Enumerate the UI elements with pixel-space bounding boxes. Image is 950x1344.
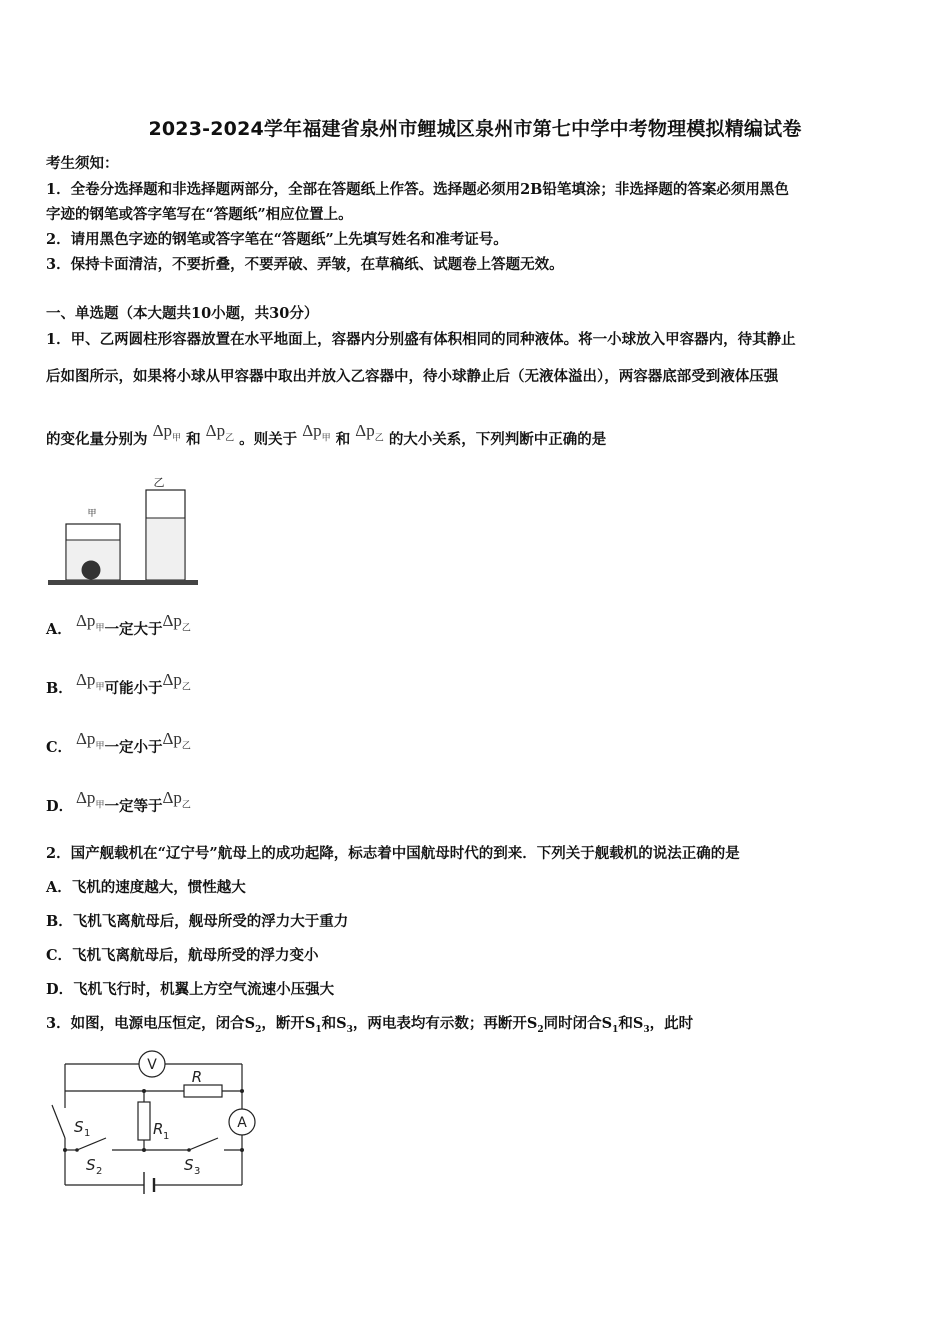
notice-line-1b: 字迹的钢笔或答字笔写在“答题纸”相应位置上。 bbox=[46, 206, 353, 223]
switch-s1-sub: 1 bbox=[84, 1128, 91, 1139]
resistor-r bbox=[184, 1085, 222, 1097]
notice-line-2: 2．请用黑色字迹的钢笔或答字笔在“答题纸”上先填写姓名和准考证号。 bbox=[46, 231, 508, 248]
switch-s2-label: S bbox=[86, 1156, 96, 1174]
q1-containers-figure bbox=[44, 468, 204, 590]
q2-option-a[interactable]: A．飞机的速度越大，惯性越大 bbox=[46, 879, 246, 896]
voltmeter-label: V bbox=[147, 1057, 157, 1073]
delta-p-yi: $\Delta p_乙$ bbox=[355, 421, 384, 443]
delta-p-jia: $\Delta p_甲$ bbox=[302, 421, 331, 443]
delta-p-jia: $\Delta p_甲$ bbox=[152, 421, 182, 443]
junction bbox=[240, 1148, 244, 1152]
q2-option-b[interactable]: B．飞机飞离航母后，舰母所受的浮力大于重力 bbox=[46, 913, 349, 930]
resistor-r-label: R bbox=[191, 1068, 203, 1086]
switch-s3-label: S bbox=[184, 1156, 194, 1174]
switch-s1 bbox=[52, 1105, 65, 1138]
q1-option-c[interactable]: C． $\Delta p_甲$一定小于$\Delta p_乙$ bbox=[46, 729, 191, 756]
junction bbox=[75, 1148, 79, 1152]
liquid-yi bbox=[147, 519, 185, 580]
resistor-r1-sub: 1 bbox=[163, 1131, 170, 1142]
switch-s3 bbox=[189, 1138, 218, 1150]
switch-s3-sub: 3 bbox=[194, 1166, 201, 1177]
resistor-r1 bbox=[138, 1102, 150, 1140]
q1-option-a[interactable]: A． $\Delta p_甲$一定大于$\Delta p_乙$ bbox=[46, 611, 191, 638]
q2-option-c[interactable]: C．飞机飞离航母后，航母所受的浮力变小 bbox=[46, 947, 319, 964]
junction bbox=[187, 1148, 191, 1152]
q2-option-d[interactable]: D．飞机飞行时，机翼上方空气流速小压强大 bbox=[46, 981, 335, 998]
ammeter-label: A bbox=[237, 1115, 247, 1131]
junction bbox=[63, 1148, 67, 1152]
q1-option-d[interactable]: D． $\Delta p_甲$一定等于$\Delta p_乙$ bbox=[46, 788, 191, 815]
q1-stem-line-2: 后如图所示，如果将小球从甲容器中取出并放入乙容器中，待小球静止后（无液体溢出），两容器底部受到液体压强 bbox=[46, 368, 779, 385]
q1-stem-line-3: 的变化量分别为 $\Delta p_甲$ 和 $\Delta p_乙$ 。则关于 $\Delta p_甲$ 和 $\Delta p_乙$ 的大小关系，下列判断中正确的是 bbox=[46, 421, 607, 448]
resistor-r1-label: R bbox=[153, 1120, 164, 1138]
q1-stem-line-1: 1．甲、乙两圆柱形容器放置在水平地面上，容器内分别盛有体积相同的同种液体。将一小球放入甲容器内，待其静止 bbox=[46, 331, 796, 348]
notice-heading: 考生须知： bbox=[46, 155, 119, 172]
junction bbox=[240, 1089, 244, 1093]
ground bbox=[48, 580, 198, 585]
junction bbox=[142, 1148, 146, 1152]
label-jia: 甲 bbox=[87, 509, 97, 519]
ball bbox=[82, 561, 101, 580]
notice-line-1a: 1．全卷分选择题和非选择题两部分，全部在答题纸上作答。选择题必须用2B铅笔填涂；非选择题的答案必须用黑色 bbox=[46, 181, 789, 198]
q3-stem: 3．如图，电源电压恒定，闭合$S_2$，断开$S_1$和$S_3$，两电表均有示数；再断开$S_2$同时闭合$S_1$和$S_3$，此时 bbox=[46, 1015, 694, 1035]
q3-circuit-diagram bbox=[44, 1042, 266, 1194]
section-heading: 一、单选题（本大题共10小题，共30分） bbox=[46, 305, 319, 322]
label-yi: 乙 bbox=[153, 476, 165, 489]
page-title: 2023-2024学年福建省泉州市鲤城区泉州市第七中学中考物理模拟精编试卷 bbox=[148, 118, 802, 140]
switch-s2-sub: 2 bbox=[96, 1166, 103, 1177]
switch-s2 bbox=[77, 1138, 106, 1150]
delta-p-yi: $\Delta p_乙$ bbox=[205, 421, 235, 443]
notice-line-3: 3．保持卡面清洁，不要折叠，不要弄破、弄皱，在草稿纸、试题卷上答题无效。 bbox=[46, 256, 564, 273]
junction bbox=[142, 1089, 146, 1093]
q1-option-b[interactable]: B． $\Delta p_甲$可能小于$\Delta p_乙$ bbox=[46, 670, 191, 697]
switch-s1-label: S bbox=[74, 1118, 84, 1136]
q2-stem: 2．国产舰载机在“辽宁号”航母上的成功起降，标志着中国航母时代的到来．下列关于舰载机的说法正确的是 bbox=[46, 845, 740, 862]
